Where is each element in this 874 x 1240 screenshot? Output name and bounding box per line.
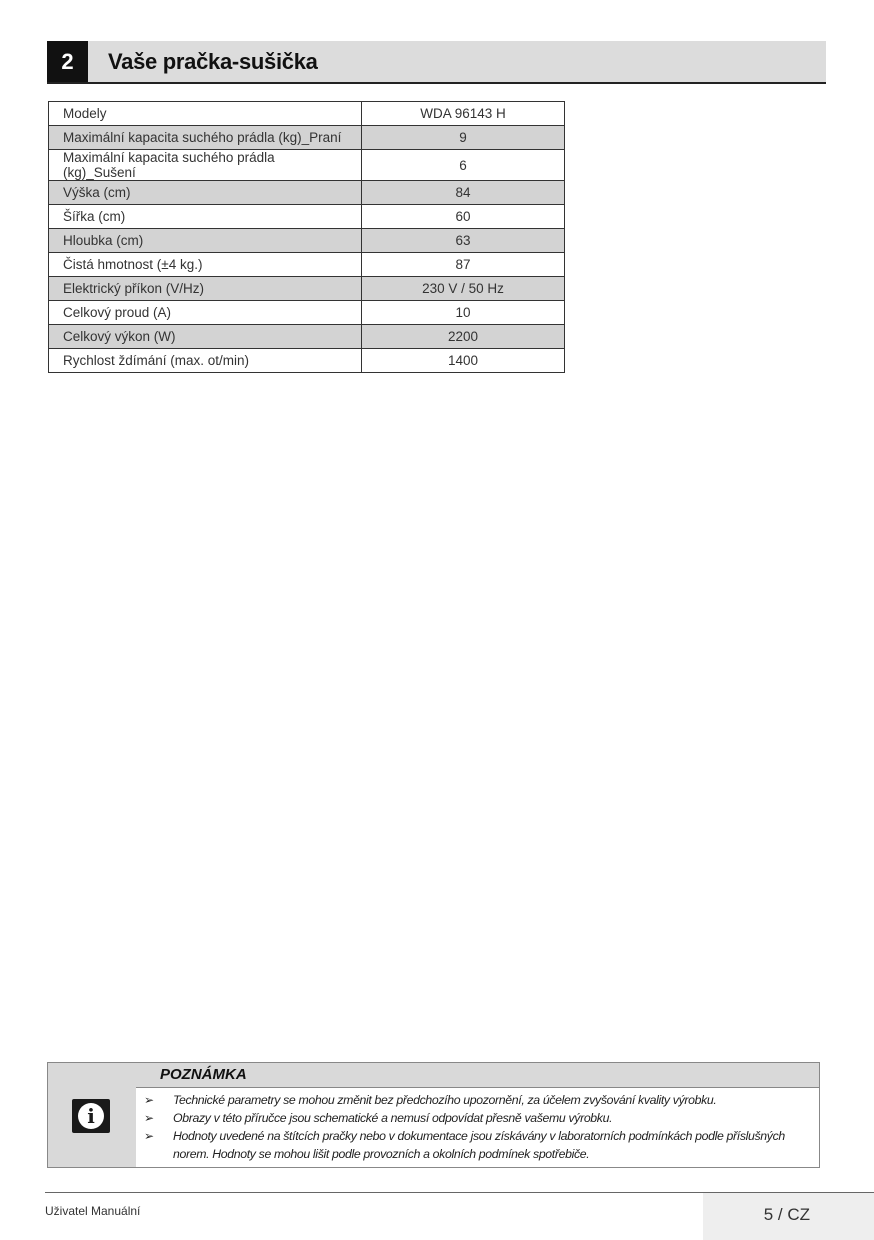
- arrow-bullet-icon: ➢: [144, 1111, 154, 1125]
- footer-manual-label: Uživatel Manuální: [45, 1204, 141, 1218]
- row-value: WDA 96143 H: [362, 102, 565, 126]
- note-title: POZNÁMKA: [160, 1066, 247, 1083]
- note-list: [144, 1091, 817, 1163]
- list-item: [144, 1091, 817, 1109]
- arrow-bullet-icon: ➢: [144, 1093, 154, 1107]
- row-value: 6: [362, 150, 565, 181]
- table-row: [49, 229, 565, 253]
- table-row: [49, 349, 565, 373]
- info-icon: [72, 1099, 110, 1133]
- note-item-text: Technické parametry se mohou změnit bez předchozího upozornění, za účelem zvyšování kvality výrobku.: [173, 1093, 717, 1107]
- row-label: Elektrický příkon (V/Hz): [49, 277, 362, 301]
- table-row: [49, 181, 565, 205]
- footer-page-box: [703, 1193, 874, 1240]
- row-value: 10: [362, 301, 565, 325]
- table-row: [49, 205, 565, 229]
- row-value: 1400: [362, 349, 565, 373]
- row-label: Čistá hmotnost (±4 kg.): [49, 253, 362, 277]
- table-row: [49, 126, 565, 150]
- row-label: Maximální kapacita suchého prádla (kg)_Sušení: [49, 150, 362, 181]
- table-row: [49, 277, 565, 301]
- table-row: [49, 325, 565, 349]
- list-item: [144, 1109, 817, 1127]
- note-box: [47, 1062, 820, 1168]
- row-value: 60: [362, 205, 565, 229]
- row-label: Hloubka (cm): [49, 229, 362, 253]
- list-item: [144, 1127, 817, 1163]
- page-number: 5 / CZ: [763, 1205, 810, 1224]
- row-label: Maximální kapacita suchého prádla (kg)_Praní: [49, 126, 362, 150]
- spec-table: [48, 101, 565, 373]
- row-value: 63: [362, 229, 565, 253]
- row-value: 87: [362, 253, 565, 277]
- table-row: [49, 253, 565, 277]
- table-row: [49, 102, 565, 126]
- row-label: Rychlost ždímání (max. ot/min): [49, 349, 362, 373]
- row-value: 84: [362, 181, 565, 205]
- note-header: [136, 1063, 819, 1088]
- note-item-text: Obrazy v této příručce jsou schematické a nemusí odpovídat přesně vašemu výrobku.: [173, 1111, 613, 1125]
- row-value: 9: [362, 126, 565, 150]
- section-number: 2: [47, 41, 88, 82]
- row-label: Výška (cm): [49, 181, 362, 205]
- row-label: Celkový proud (A): [49, 301, 362, 325]
- section-header: [47, 41, 826, 84]
- row-label: Celkový výkon (W): [49, 325, 362, 349]
- row-label: Šířka (cm): [49, 205, 362, 229]
- row-label: Modely: [49, 102, 362, 126]
- note-icon-column: [48, 1063, 136, 1167]
- table-row: [49, 150, 565, 181]
- info-glyph: i: [78, 1103, 104, 1129]
- table-row: [49, 301, 565, 325]
- row-value: 230 V / 50 Hz: [362, 277, 565, 301]
- arrow-bullet-icon: ➢: [144, 1129, 154, 1143]
- section-title: Vaše pračka-sušička: [108, 49, 318, 74]
- row-value: 2200: [362, 325, 565, 349]
- note-item-text: Hodnoty uvedené na štítcích pračky nebo v dokumentace jsou získávány v laboratorních podmínkách podle příslušných norem. Hodnoty se mohou lišit podle provozních a okolních podmínek spotřebiče.: [173, 1129, 785, 1161]
